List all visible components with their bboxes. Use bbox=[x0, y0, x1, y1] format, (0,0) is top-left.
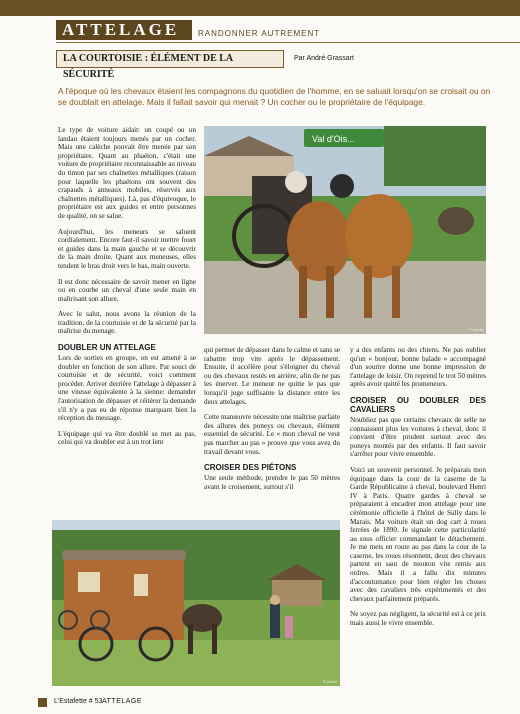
paragraph: qui permet de dépasser dans le calme et sans se rabattre trop vite après le dépassement. Ensuite, il accélère pour s'éloigner du cheval ou des chevaux restés en arrière, afin de ne pas les énerver. Le meneur ne quitte le pas que lorsqu'il juge suffisante la distance entre les deux attelages. bbox=[204, 346, 340, 406]
column-3 bbox=[350, 346, 486, 686]
section-tab: ATTELAGE bbox=[56, 20, 192, 40]
paragraph: Noubliez pas que certains chevaux de selle ne connaissent plus les voitures à cheval, donc il convient d'être prudent surtout avec des poneys montés par des enfants. Il faut savoir s'arrêter pour vivre ensemble. bbox=[350, 415, 486, 459]
subheading: DOUBLER UN ATTELAGE bbox=[58, 343, 156, 353]
paragraph: Voici un souvenir personnel. Je préparais mon équipage dans la cour de la caserne de la Garde Républicaine à cheval, boulevard Henri IV à Paris. Quatre gardes à cheval se préparaient à encadrer mon attelage pour une cérémonie officielle à l'hôtel de Sully dans le Marais. Ma voiture était un dog cart à roues ferrées de 1890. Je signale cette particularité au sous officier commandant le détachement. Je me mets en route au pas dans la cour de la caserne, les roues résonnent, deux des chevaux partent en saut de mouton vite remis aux ordres. Mais il a fallu dix minutes d'accoutumance pour bien régler les choses avec des cavaliers très expérimentés et des chevaux parfaitement préparés. bbox=[350, 465, 486, 603]
wagon-photo bbox=[52, 520, 340, 686]
byline: Par André Grassart bbox=[294, 55, 354, 62]
column-1 bbox=[58, 126, 196, 518]
magazine-name: L'Estafette # 53 bbox=[54, 698, 103, 705]
footer-section: ATTELAGE bbox=[102, 698, 143, 705]
rubric-label: RANDONNER AUTREMENT bbox=[198, 29, 321, 38]
page-footer bbox=[0, 694, 520, 714]
paragraph: Avec le salut, nous avons la réunion de la tradition, de la courtoisie et de la sécurité par la maîtrise du menage. bbox=[58, 310, 196, 336]
photo-credit: © photo bbox=[468, 327, 483, 332]
carriage-photo-illustration bbox=[204, 126, 486, 334]
header-rule bbox=[56, 42, 520, 43]
column-2 bbox=[204, 346, 340, 518]
paragraph: Lors de sorties en groupe, on est amené à se doubler en fonction de son allure. Par souci de courtoisie et de sécurité, voici comment procéder. Arriver derrière l'attelage à dépasser à une vitesse équivalente à la sienne: demander l'autorisation de dépasser et réitérer la demande s'il n'y a pas eu de réponse marquant bien la réception du message. bbox=[58, 354, 196, 423]
paragraph: L'équipage qui va être doublé se met au pas, celui qui va doubler est à un trot lent bbox=[58, 429, 196, 447]
article-title: LA COURTOISIE : ÉLÉMENT DE LA SÉCURITÉ bbox=[56, 50, 284, 68]
paragraph: Le type de voiture aidait: un coupé ou un landau étaient toujours menés par un cocher. Mais une calèche pouvait être menée par son propriétaire. Quant au phaéton, c'était une voiture de propriétaire reconnaissable au niveau du timon par ses chaînettes métalliques (raison pour laquelle les phaétons ont souvent des crapauds à anneaux mobiles, réservés aux chaînettes métalliques). Là, pas d'équivoque, le propriétaire est aux guides et entre personnes de qualité, on se salue. bbox=[58, 126, 196, 220]
paragraph: Une seule méthode, prendre le pas 50 mètres avant le croisement, surtout s'il bbox=[204, 474, 340, 491]
subheading: CROISER OU DOUBLER DES CAVALIERS bbox=[350, 395, 486, 414]
page-number-box bbox=[38, 698, 47, 707]
article-chapo: A l'époque où les chevaux étaient les compagnons du quotidien de l'homme, en se saluait lorsqu'on se croisait ou on se doublait en attelage. Mais il fallait savoir qui menait ? Un cocher ou le propriétaire de l'équipage. bbox=[58, 86, 491, 107]
paragraph: Il est donc nécessaire de savoir mener en ligne ou en courbe un cheval d'une seule main en maîtrisant son allure. bbox=[58, 277, 196, 303]
carriage-photo bbox=[204, 126, 486, 334]
top-band bbox=[0, 0, 520, 16]
paragraph: Cette manœuvre nécessite une maîtrise parfaite des allures des poneys ou chevaux, élément essentiel de sécurité. Le « mon cheval ne veut pas marcher au pas » prouve que vous avez du travail devant vous. bbox=[204, 413, 340, 456]
subheading: CROISER DES PIÉTONS bbox=[204, 463, 297, 473]
paragraph: Aujourd'hui, les meneurs se saluent cordialement. Encore faut-il savoir mettre fouet et guides dans la main gauche et se découvrir de la main droite. Quant aux meneuses, elles tendent le bras droit vers le bas, main ouverte. bbox=[58, 227, 196, 270]
photo-sign-text: Val d'Ois... bbox=[312, 134, 355, 144]
wagon-photo-illustration bbox=[52, 520, 340, 686]
photo-credit: © photo bbox=[322, 679, 337, 684]
paragraph: Ne soyez pas négligent, la sécurité est à ce prix mais aussi le vivre ensemble. bbox=[350, 610, 486, 628]
paragraph: y a des enfants ou des chiens. Ne pas oublier qu'un « bonjour, bonne balade » accompagné d'un sourire donne une bonne impression de l'attelage de loisir. On reprend le trot 50 mètres après avoir quitté les promeneurs. bbox=[350, 346, 486, 389]
